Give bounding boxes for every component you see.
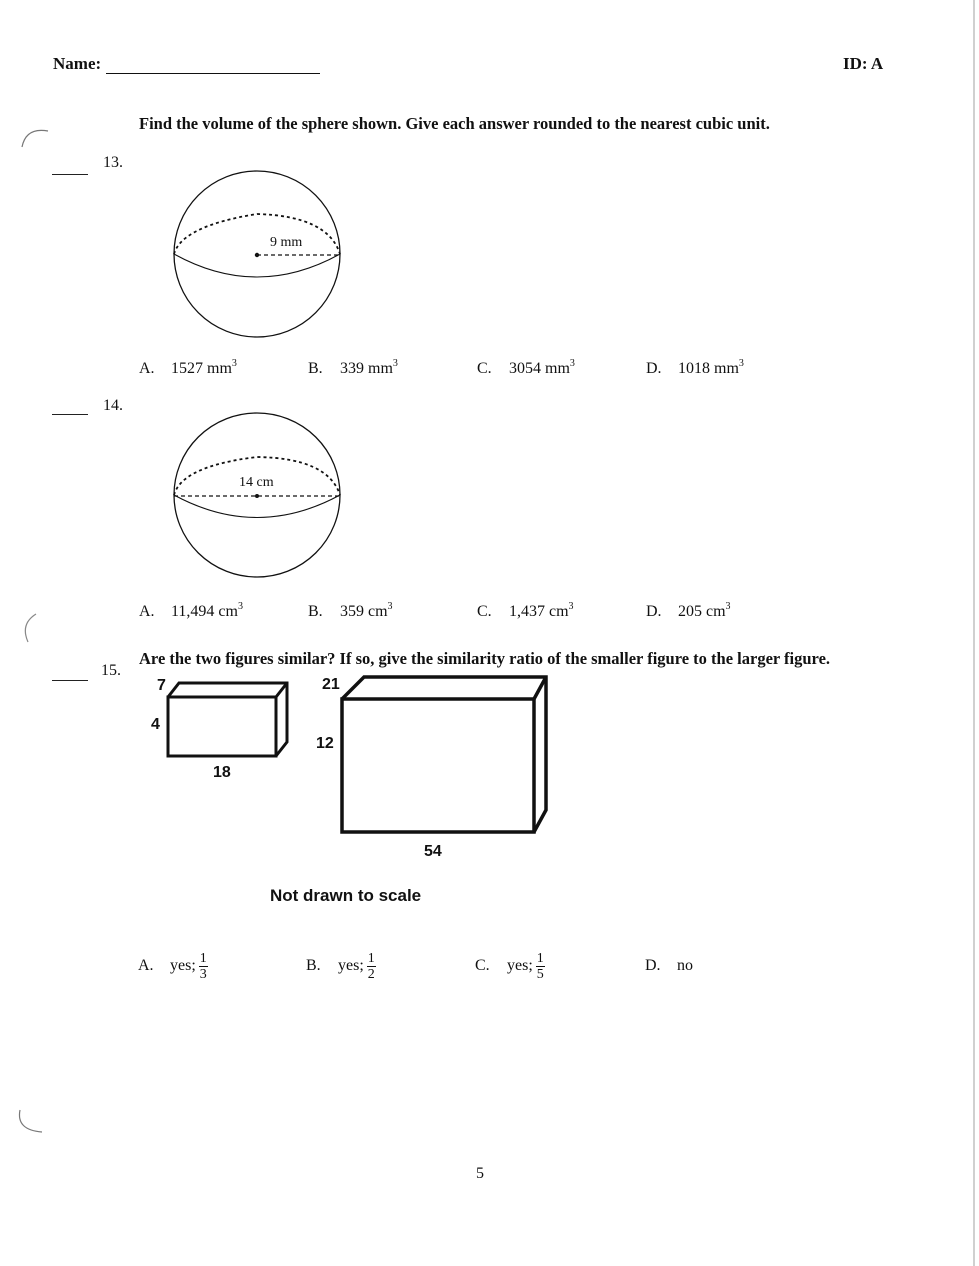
choice-exponent: 3 [231,358,237,369]
rectangular-prisms-figure [160,670,560,840]
small-prism [168,683,287,756]
choice-letter: B. [308,603,323,620]
answer-blank-14[interactable] [52,414,88,415]
choice-14-b[interactable] [308,603,393,621]
choice-15-c[interactable] [475,948,545,984]
choice-letter: A. [138,957,154,974]
choice-value: 205 cm [678,603,726,620]
sphere-equator-front-13 [174,254,340,277]
fraction [367,951,376,982]
choice-value: 359 cm [340,603,388,620]
choice-exponent: 3 [568,601,574,612]
question-number-15: 15. [101,662,121,679]
choice-value: 1527 mm [171,360,232,377]
choice-text: no [677,957,693,974]
fraction-numerator: 1 [367,950,375,966]
question-number-14: 14. [103,397,123,414]
fraction-numerator: 1 [536,950,544,966]
choice-text: yes; [338,957,364,974]
choice-letter: C. [475,957,490,974]
small-prism-depth-label: 7 [157,677,166,694]
hole-punch-mark-top [14,125,54,165]
choice-text: yes; [507,957,533,974]
page-edge [973,0,975,1266]
choice-exponent: 3 [392,358,398,369]
choice-13-b[interactable] [308,360,398,378]
id-label: ID: A [843,54,884,73]
choice-exponent: 3 [725,601,731,612]
fraction [536,951,545,982]
name-label: Name: [53,54,102,73]
choice-15-d[interactable] [645,948,693,984]
large-prism-depth-label: 21 [322,676,340,693]
small-prism-length-label: 18 [213,764,231,781]
choice-letter: B. [308,360,323,377]
choice-14-d[interactable] [646,603,731,621]
diameter-label-14: 14 cm [239,475,274,490]
answer-blank-13[interactable] [52,174,88,175]
choice-exponent: 3 [569,358,575,369]
sphere-figure-13 [168,168,348,340]
choice-letter: D. [645,957,661,974]
center-point-13 [255,253,259,257]
choice-letter: D. [646,360,662,377]
choice-13-c[interactable] [477,360,575,378]
question-number-13: 13. [103,154,123,171]
choice-15-a[interactable] [138,948,208,984]
choice-value: 3054 mm [509,360,570,377]
fraction-denominator: 3 [199,966,207,982]
choice-text: yes; [170,957,196,974]
spheres-instruction: Find the volume of the sphere shown. Give each answer rounded to the nearest cubic unit. [139,114,770,133]
choice-exponent: 3 [387,601,393,612]
choice-letter: D. [646,603,662,620]
sphere-equator-back-13 [174,214,340,254]
fraction-denominator: 5 [536,966,544,982]
fraction-denominator: 2 [367,966,375,982]
choice-exponent: 3 [237,601,243,612]
sphere-equator-front-14 [174,495,340,518]
hole-punch-mark-middle [14,610,54,650]
large-prism-height-label: 12 [316,735,334,752]
choice-15-b[interactable] [306,948,376,984]
choice-letter: A. [139,360,155,377]
large-prism [342,677,546,832]
large-prism-length-label: 54 [424,843,442,860]
radius-label-13: 9 mm [270,235,303,250]
choice-value: 1018 mm [678,360,739,377]
choice-14-c[interactable] [477,603,574,621]
fraction-numerator: 1 [199,950,207,966]
choice-letter: B. [306,957,321,974]
choice-value: 11,494 cm [171,603,238,620]
choice-13-d[interactable] [646,360,744,378]
choice-13-a[interactable] [139,360,237,378]
sphere-figure-14 [168,410,348,582]
choice-exponent: 3 [738,358,744,369]
choice-letter: C. [477,360,492,377]
similar-figures-instruction: Are the two figures similar? If so, give the similarity ratio of the smaller figure to the larger figure. [139,649,831,668]
page-number: 5 [476,1165,484,1182]
answer-blank-15[interactable] [52,680,88,681]
not-to-scale-note: Not drawn to scale [270,886,422,905]
choice-value: 339 mm [340,360,393,377]
center-point-14 [255,494,259,498]
hole-punch-mark-bottom [12,1108,52,1148]
fraction [199,951,208,982]
choice-letter: C. [477,603,492,620]
choice-value: 1,437 cm [509,603,569,620]
small-prism-height-label: 4 [151,716,160,733]
choice-letter: A. [139,603,155,620]
name-field-line[interactable] [106,73,320,74]
choice-14-a[interactable] [139,603,243,621]
